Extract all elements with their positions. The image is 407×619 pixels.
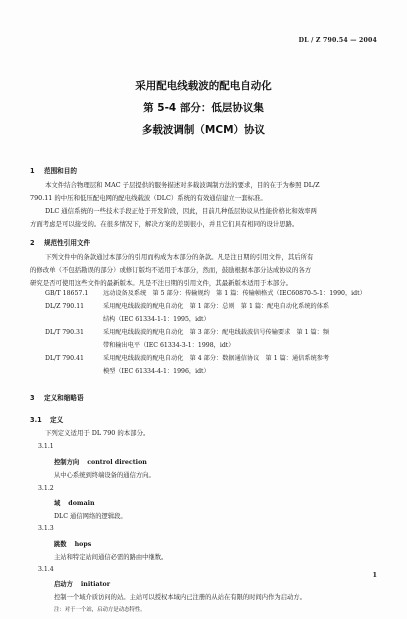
section-1-line-1: 本文件结合物理层和 MAC 子层提供的服务描述对多载波调制方法的要求，目的在于为参照 DL/Z bbox=[45, 181, 320, 189]
section-1-heading bbox=[30, 165, 77, 175]
section-2-line-2: 的修改单（不包括勘误的部分）或修订版均不适用于本部分，然而，鼓励根据本部分达成协议的各方 bbox=[30, 266, 312, 274]
reference-title-cont: 带和输出电平（IEC 61334-3-1：1998，idt） bbox=[103, 342, 235, 349]
section-1-number: 1 bbox=[30, 167, 35, 175]
term-definition: DLC 通信网络的逻辑段。 bbox=[54, 513, 127, 520]
reference-code: DL/Z 790.11 bbox=[45, 303, 85, 310]
term-entry bbox=[54, 498, 95, 507]
section-1-line-2: 790.11 的中压和低压配电网的配电线载波（DLC）系统的有效通信建立一套标准。 bbox=[30, 194, 267, 202]
subsection-3-1-title: 定义 bbox=[50, 416, 64, 424]
term-chinese: 控制方向 bbox=[54, 459, 80, 466]
title-line-1: 采用配电线载波的配电自动化 bbox=[135, 80, 272, 92]
section-2-line-1: 下列文件中的条款通过本部分的引用而构成为本部分的条款。凡是注日期的引用文件，其后所有 bbox=[45, 253, 314, 261]
reference-title: 采用配电线载波的配电自动化 第 4 部分：数据通信协议 第 1 篇：通信系统参考 bbox=[103, 355, 330, 362]
subsection-3-1-number: 3.1 bbox=[30, 416, 42, 424]
section-1-line-4: 方面考虑是可以接受的。在很多情况下，解决方案的差别很小，并且它们具有相同的设计思路。 bbox=[30, 220, 299, 228]
section-1-line-3: DLC 通信系统的一些技术手段正处于开发阶段，因此，目前几种低层协议从性能价格比和效率两 bbox=[45, 207, 317, 215]
subsection-3-1-intro: 下列定义适用于 DL 790 的本部分。 bbox=[45, 429, 150, 437]
section-1-title: 范围和目的 bbox=[44, 167, 77, 175]
reference-title-cont: 模型（IEC 61334-4-1：1996，idt） bbox=[103, 368, 210, 375]
term-english: hops bbox=[74, 541, 92, 548]
reference-code: DL/T 790.41 bbox=[45, 355, 84, 362]
term-note: 注：对于一个站，启动方是动态特性。 bbox=[54, 607, 146, 613]
term-definition: 从中心系统到终端设备的通信方向。 bbox=[54, 472, 155, 479]
term-number: 3.1.1 bbox=[38, 443, 54, 450]
term-definition: 主站和特定站间通信必需的路由中继数。 bbox=[54, 554, 168, 561]
title-line-2: 第 5-4 部分：低层协议集 bbox=[143, 102, 264, 114]
section-2-number: 2 bbox=[30, 239, 35, 247]
reference-title-cont: 结构（IEC 61334-1-1：1995，idt） bbox=[103, 316, 210, 323]
document-code: DL / Z 790.54 — 2004 bbox=[298, 37, 377, 44]
section-2-title: 规范性引用文件 bbox=[44, 239, 91, 247]
section-3-number: 3 bbox=[30, 394, 35, 402]
section-2-heading bbox=[30, 237, 90, 247]
term-definition: 控制一个域介质访问的站。主站可以授权本域内已注册的从站在有限的时间内作为启动方。 bbox=[54, 594, 306, 601]
term-number: 3.1.3 bbox=[38, 525, 54, 532]
term-entry bbox=[54, 457, 147, 466]
term-chinese: 跳数 bbox=[54, 541, 67, 548]
reference-title: 采用配电线载波的配电自动化 第 3 部分：配电线载波信号传输要求 第 1 篇：频 bbox=[103, 329, 330, 336]
section-3-heading bbox=[30, 392, 84, 402]
reference-code: DL/T 790.31 bbox=[45, 329, 84, 336]
title-line-3: 多载波调制（MCM）协议 bbox=[141, 124, 266, 136]
term-number: 3.1.2 bbox=[38, 485, 54, 492]
section-2-line-3: 研究是否可使用这些文件的最新版本。凡是不注日期的引用文件，其最新版本适用于本部分。 bbox=[30, 279, 293, 287]
term-english: domain bbox=[68, 500, 95, 507]
term-english: initiator bbox=[80, 581, 111, 588]
term-entry bbox=[54, 539, 91, 548]
term-english: control direction bbox=[87, 459, 147, 466]
reference-title: 采用配电线载波的配电自动化 第 1 部分：总则 第 1 篇：配电自动化系统的体系 bbox=[103, 303, 330, 310]
term-number: 3.1.4 bbox=[38, 566, 54, 573]
term-entry bbox=[54, 579, 110, 588]
reference-code: GB/T 18657.1 bbox=[45, 290, 89, 297]
reference-title: 远动设备及系统 第 5 部分：传输规约 第 1 篇：传输帧格式（IEC60870-5-1：1990，idt） bbox=[103, 290, 366, 297]
term-chinese: 域 bbox=[54, 500, 61, 507]
page-number: 1 bbox=[372, 571, 377, 579]
term-chinese: 启动方 bbox=[54, 581, 73, 588]
subsection-3-1-heading bbox=[30, 414, 63, 424]
section-3-title: 定义和缩略语 bbox=[44, 394, 84, 402]
